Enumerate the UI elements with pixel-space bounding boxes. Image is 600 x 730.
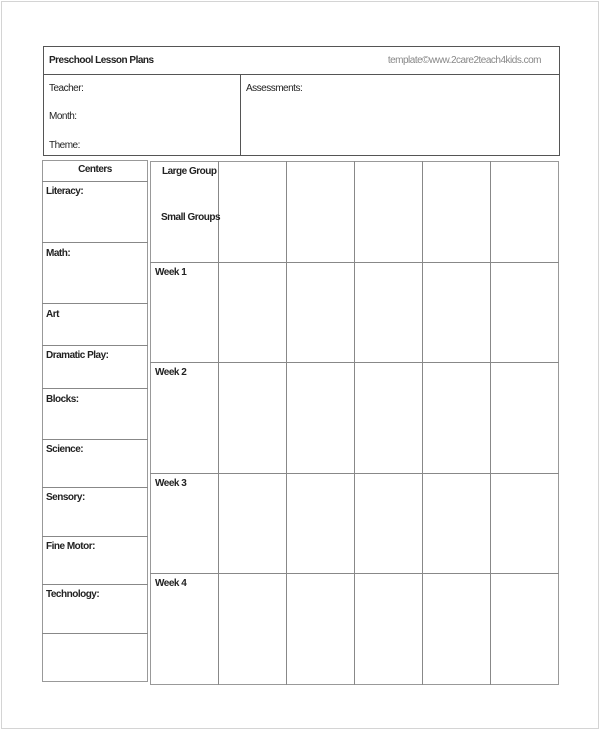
- divider: [42, 388, 148, 389]
- center-fine-motor: Fine Motor:: [46, 541, 95, 552]
- grid-column-line: [354, 161, 355, 685]
- divider: [42, 536, 148, 537]
- centers-heading: Centers: [78, 164, 112, 175]
- center-math: Math:: [46, 248, 71, 259]
- grid-row-line: [150, 362, 559, 363]
- center-sensory: Sensory:: [46, 492, 85, 503]
- teacher-label: Teacher:: [49, 83, 84, 94]
- title-row: [44, 47, 559, 75]
- grid-row-line: [150, 262, 559, 263]
- week-2-label: Week 2: [155, 367, 187, 378]
- week-4-label: Week 4: [155, 578, 187, 589]
- theme-label: Theme:: [49, 140, 80, 151]
- grid-row-line: [150, 573, 559, 574]
- center-literacy: Literacy:: [46, 186, 84, 197]
- week-1-label: Week 1: [155, 267, 187, 278]
- divider: [42, 303, 148, 304]
- divider: [42, 439, 148, 440]
- center-dramatic-play: Dramatic Play:: [46, 350, 109, 361]
- page-title: Preschool Lesson Plans: [49, 55, 154, 66]
- center-technology: Technology:: [46, 589, 100, 600]
- assessments-label: Assessments:: [246, 83, 303, 94]
- divider: [42, 487, 148, 488]
- grid-row-line: [150, 473, 559, 474]
- divider: [42, 584, 148, 585]
- grid-column-line: [422, 161, 423, 685]
- small-groups-label: Small Groups: [161, 212, 221, 223]
- header-box: [43, 46, 560, 156]
- grid-column-line: [490, 161, 491, 685]
- grid-column-line: [218, 161, 219, 685]
- centers-table: [42, 160, 148, 682]
- divider: [42, 345, 148, 346]
- divider: [42, 633, 148, 634]
- large-group-label: Large Group: [162, 166, 217, 177]
- divider: [42, 242, 148, 243]
- center-blocks: Blocks:: [46, 394, 79, 405]
- header-divider: [240, 75, 241, 155]
- document-page: [1, 1, 599, 729]
- center-art: Art: [46, 309, 59, 320]
- month-label: Month:: [49, 111, 77, 122]
- divider: [42, 181, 148, 182]
- grid-column-line: [286, 161, 287, 685]
- week-3-label: Week 3: [155, 478, 187, 489]
- template-credit: template©www.2care2teach4kids.com: [387, 55, 541, 66]
- center-science: Science:: [46, 444, 84, 455]
